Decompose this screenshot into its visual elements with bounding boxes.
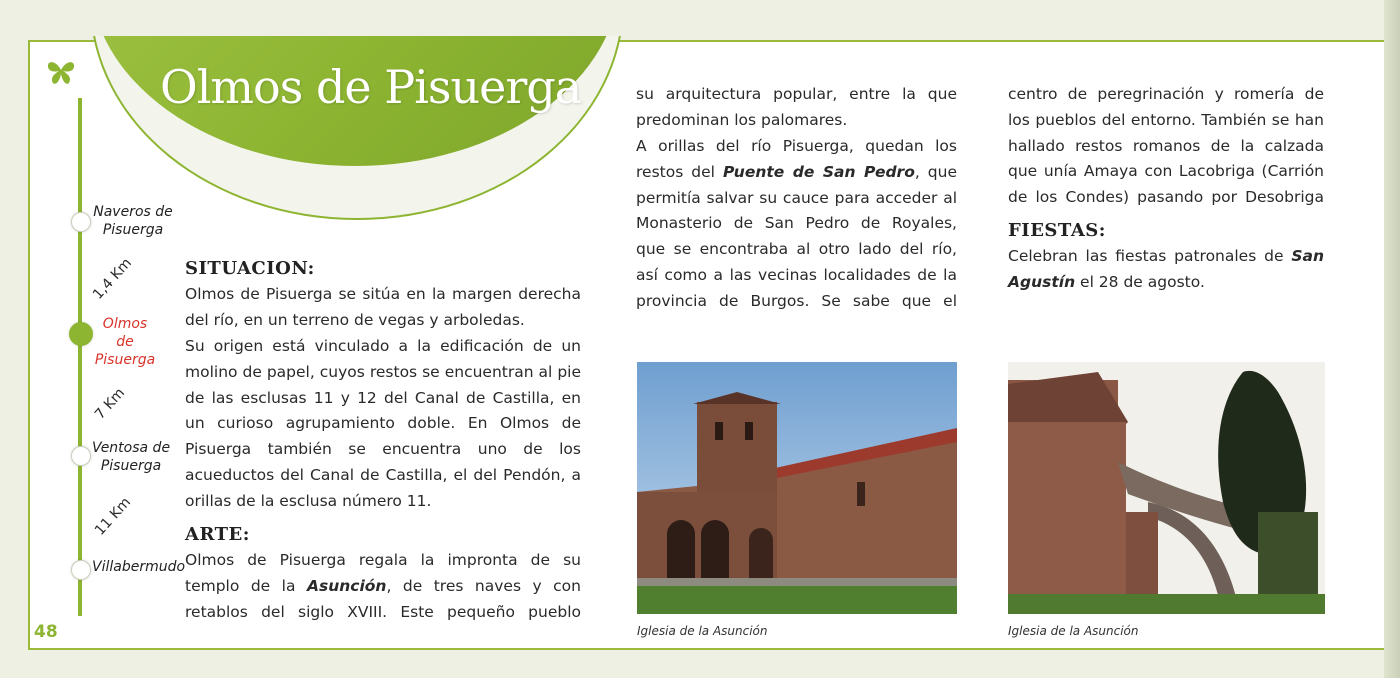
butterfly-icon <box>46 58 76 93</box>
town-label: Naveros de Pisuerga <box>93 204 173 238</box>
heading-fiestas: FIESTAS: <box>1008 220 1106 241</box>
route-stop-naveros <box>71 212 91 232</box>
church-aqueduct-photo <box>1008 362 1325 614</box>
town-label: Villabermudo <box>92 559 186 575</box>
route-stop-villabermudo <box>71 560 91 580</box>
route-stop-olmos <box>69 322 93 346</box>
photo-caption: Iglesia de la Asunción <box>637 624 768 638</box>
town-label: Ventosa de Pisuerga <box>91 440 171 474</box>
town-label-active: Olmos de Pisuerga <box>94 316 156 368</box>
route-stop-ventosa <box>71 446 91 466</box>
paragraph-arte-2-continued: centro de peregrinación y romería de los pueblos del entorno. También se han hallado restos romanos de la calzada que unía Amaya con Lacobriga (Carrión de los Condes) pasando por Desobriga <box>1008 85 1324 207</box>
paragraph-arte-1-continued: su arquitectura popular, entre la que predominan los palomares. <box>636 85 957 129</box>
page-title: Olmos de Pisuerga <box>160 60 582 114</box>
emphasis-puente: Puente de San Pedro <box>722 162 915 181</box>
heading-situacion: SITUACION: <box>185 258 315 279</box>
route-line <box>78 98 82 616</box>
church-photo <box>637 362 957 614</box>
paragraph-arte-1: Olmos de Pisuerga regala la impronta de su templo de la Asunción, de tres naves y con retablos del siglo XVIII. Este pequeño pueblo <box>185 551 581 621</box>
emphasis-asuncion: Asunción <box>306 576 387 595</box>
distance-label: 1,4 Km <box>90 255 136 303</box>
distance-label: 11 Km <box>92 494 135 539</box>
paragraph-fiestas: Celebran las fiestas patronales de San Agustín el 28 de agosto. <box>1008 247 1324 291</box>
page-number: 48 <box>34 622 58 642</box>
paragraph-situacion-1: Olmos de Pisuerga se sitúa en la margen derecha del río, en un terreno de vegas y arboledas. <box>185 285 581 329</box>
photo-caption: Iglesia de la Asunción <box>1008 624 1139 638</box>
paragraph-arte-2: A orillas del río Pisuerga, quedan los restos del Puente de San Pedro, que permitía salvar su cauce para acceder al Monasterio de San Pedro de Royales, que se encontraba al otro lado del río, así como a las vecinas localidades de la provincia de Burgos. Se sabe que el <box>636 137 957 310</box>
paragraph-situacion-2: Su origen está vinculado a la edificación de un molino de papel, cuyos restos se encuentran al pie de las esclusas 11 y 12 del Canal de Castilla, en un curioso agrupamiento doble. En Olmos de Pisuerga también se encuentra uno de los acueductos del Canal de Castilla, el del Pendón, a orillas de la esclusa número 11. <box>185 337 581 510</box>
heading-arte: ARTE: <box>185 524 250 545</box>
page-edge <box>1384 0 1400 678</box>
emphasis-san-agustin: San Agustín <box>1008 247 1324 291</box>
distance-label: 7 Km <box>92 385 129 423</box>
